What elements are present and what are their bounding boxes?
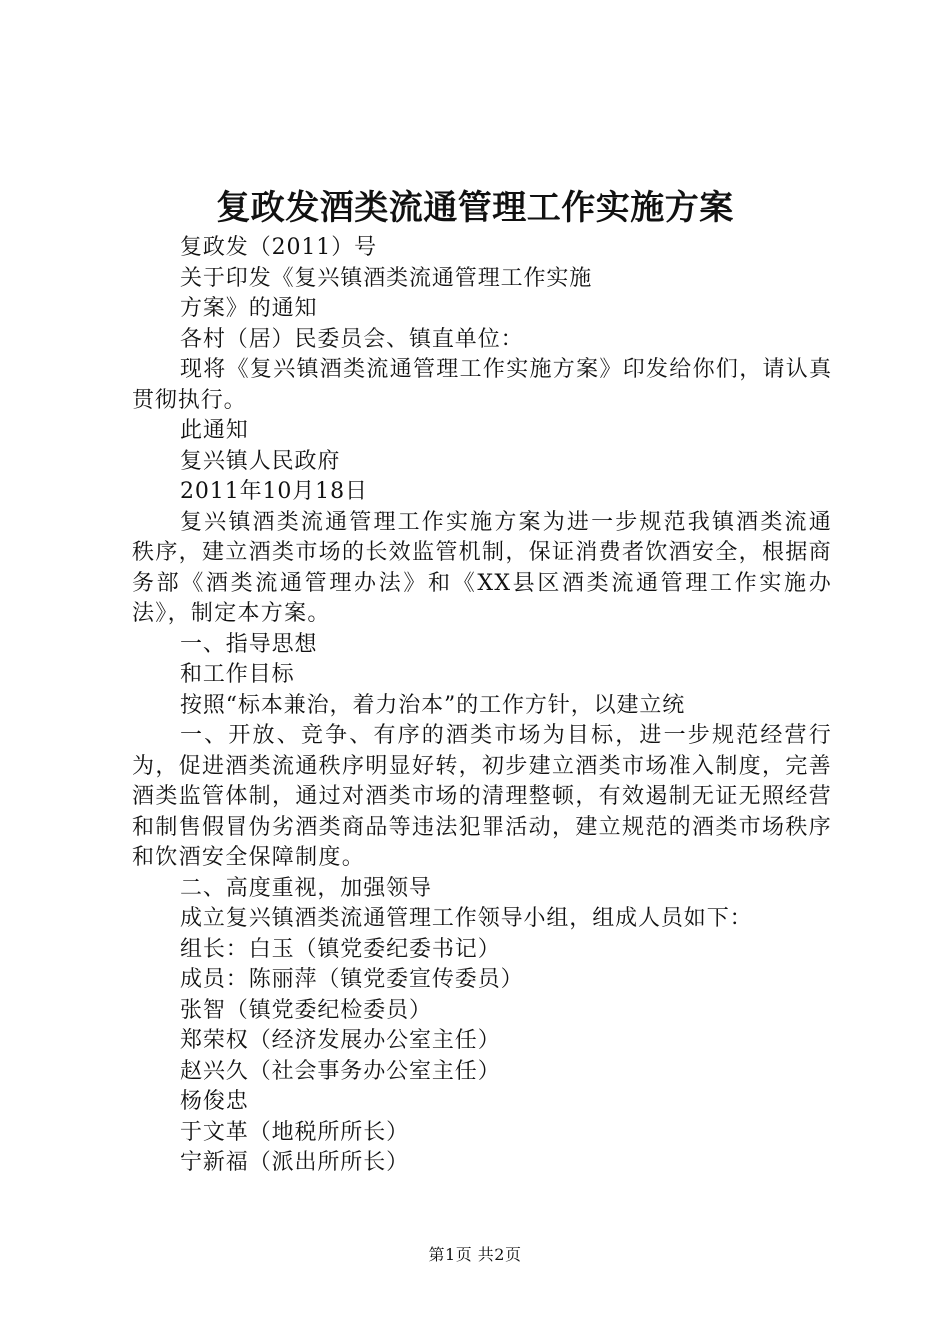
section-heading-1: 一、指导思想 — [180, 631, 318, 657]
plan-intro-paragraph: 复兴镇酒类流通管理工作实施方案为进一步规范我镇酒类流通秩序，建立酒类市场的长效监管机制，保证消费者饮酒安全，根据商务部《酒类流通管理办法》和《XX县区酒类流通管理工作实施办法》，制定本方案。 — [132, 509, 832, 626]
member-line: 宁新福（派出所所长） — [180, 1150, 410, 1175]
section-heading-1-cont: 和工作目标 — [180, 662, 295, 687]
page-title: 复政发酒类流通管理工作实施方案 — [216, 188, 734, 228]
issuer-name: 复兴镇人民政府 — [180, 448, 341, 474]
member-line: 赵兴久（社会事务办公室主任） — [180, 1058, 501, 1084]
section-heading-2: 二、高度重视，加强领导 — [180, 875, 432, 901]
member-line: 于文革（地税所所长） — [180, 1119, 410, 1145]
notice-heading-line-2: 方案》的通知 — [180, 296, 318, 321]
notice-body: 现将《复兴镇酒类流通管理工作实施方案》印发给你们，请认真贯彻执行。 — [132, 357, 832, 413]
member-line: 郑荣权（经济发展办公室主任） — [180, 1028, 501, 1053]
member-line: 张智（镇党委纪检委员） — [180, 997, 432, 1023]
notice-heading-line-1: 关于印发《复兴镇酒类流通管理工作实施 — [180, 265, 593, 291]
issue-date: 2011年10月18日 — [180, 479, 368, 504]
recipients-line: 各村（居）民委员会、镇直单位： — [180, 326, 524, 352]
leadership-group-line: 成立复兴镇酒类流通管理工作领导小组，组成人员如下： — [180, 906, 753, 931]
document-number: 复政发（2011）号 — [180, 235, 377, 260]
goal-paragraph: 一、开放、竞争、有序的酒类市场为目标，进一步规范经营行为，促进酒类流通秩序明显好转，初步建立酒类市场准入制度，完善酒类监管体制，通过对酒类市场的清理整顿，有效遏制无证无照经营和制售假冒伪劣酒类商品等违法犯罪活动，建立规范的酒类市场秩序和饮酒安全保障制度。 — [132, 723, 832, 870]
page-number-footer: 第1页 共2页 — [428, 1245, 522, 1264]
member-line: 成员：陈丽萍（镇党委宣传委员） — [180, 967, 524, 992]
member-line: 组长：白玉（镇党委纪委书记） — [180, 936, 501, 962]
document-body — [132, 233, 832, 1179]
member-line: 杨俊忠 — [180, 1089, 249, 1114]
notice-closing: 此通知 — [180, 418, 249, 443]
guideline-paragraph: 按照“标本兼治，着力治本”的工作方针，以建立统 — [180, 692, 686, 718]
